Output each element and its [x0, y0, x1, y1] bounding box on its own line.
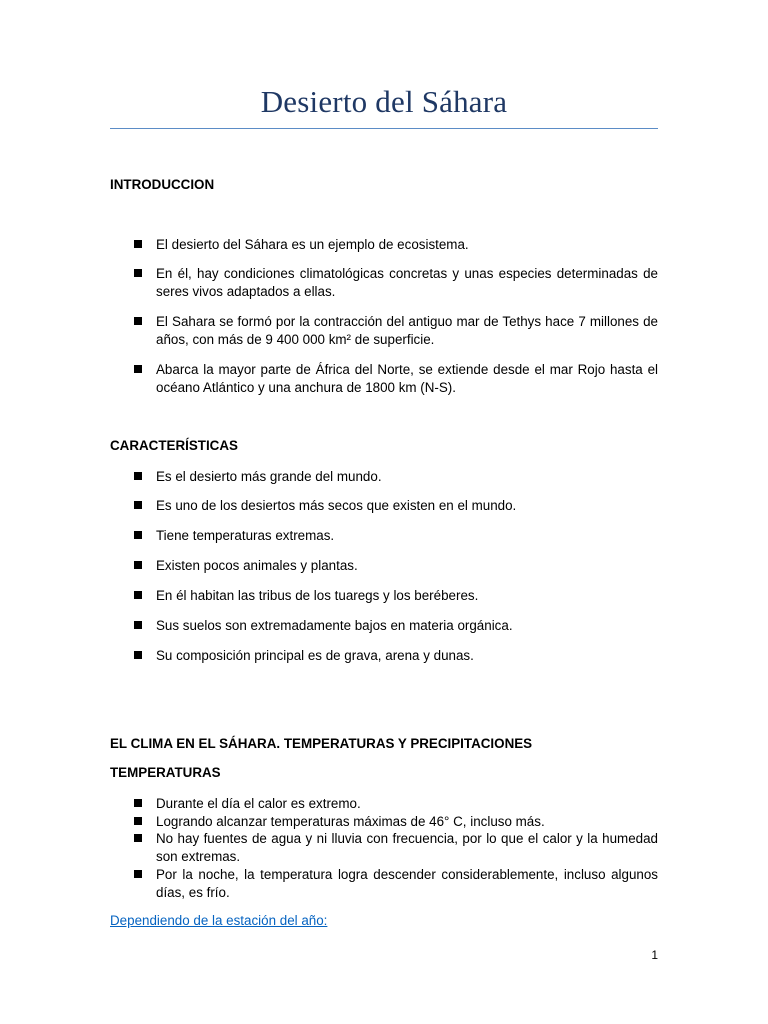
- square-bullet-icon: [134, 240, 142, 248]
- section-heading-clima: EL CLIMA EN EL SÁHARA. TEMPERATURAS Y PRECIPITACIONES: [110, 736, 533, 751]
- square-bullet-icon: [134, 365, 142, 373]
- square-bullet-icon: [134, 317, 142, 325]
- square-bullet-icon: [134, 799, 142, 807]
- list-item: Es el desierto más grande del mundo.: [110, 468, 658, 486]
- list-item: Existen pocos animales y plantas.: [110, 557, 658, 575]
- square-bullet-icon: [134, 651, 142, 659]
- subheading-temperaturas: TEMPERATURAS: [110, 765, 221, 780]
- list-item: El Sahara se formó por la contracción del antiguo mar de Tethys hace 7 millones de años, con más de 9 400 000 km² de superficie.: [110, 313, 658, 348]
- square-bullet-icon: [134, 591, 142, 599]
- square-bullet-icon: [134, 531, 142, 539]
- square-bullet-icon: [134, 817, 142, 825]
- square-bullet-icon: [134, 834, 142, 842]
- square-bullet-icon: [134, 621, 142, 629]
- list-item: En él habitan las tribus de los tuaregs y los beréberes.: [110, 587, 658, 605]
- square-bullet-icon: [134, 561, 142, 569]
- square-bullet-icon: [134, 501, 142, 509]
- section-heading-introduccion: INTRODUCCION: [110, 177, 215, 192]
- square-bullet-icon: [134, 870, 142, 878]
- list-item: Sus suelos son extremadamente bajos en materia orgánica.: [110, 617, 658, 635]
- list-item: No hay fuentes de agua y ni lluvia con frecuencia, por lo que el calor y la humedad son extremas.: [110, 830, 658, 865]
- document-title: Desierto del Sáhara: [260, 84, 508, 119]
- list-item: Es uno de los desiertos más secos que existen en el mundo.: [110, 497, 658, 515]
- list-item: Su composición principal es de grava, arena y dunas.: [110, 647, 658, 665]
- section-heading-caracteristicas: CARACTERÍSTICAS: [110, 438, 238, 453]
- square-bullet-icon: [134, 472, 142, 480]
- list-item: Logrando alcanzar temperaturas máximas de 46° C, incluso más.: [110, 813, 658, 831]
- list-item: Durante el día el calor es extremo.: [110, 795, 658, 813]
- list-item: El desierto del Sáhara es un ejemplo de ecosistema.: [110, 236, 658, 254]
- list-item: Abarca la mayor parte de África del Norte, se extiende desde el mar Rojo hasta el océano Atlántico y una anchura de 1800 km (N-S).: [110, 361, 658, 396]
- list-item: Tiene temperaturas extremas.: [110, 527, 658, 545]
- square-bullet-icon: [134, 269, 142, 277]
- page-number: 1: [651, 948, 658, 962]
- season-link[interactable]: Dependiendo de la estación del año:: [110, 913, 328, 928]
- list-item: Por la noche, la temperatura logra descender considerablemente, incluso algunos días, es frío.: [110, 866, 658, 901]
- list-item: En él, hay condiciones climatológicas concretas y unas especies determinadas de seres vivos adaptados a ellas.: [110, 265, 658, 300]
- title-underline: [110, 128, 658, 129]
